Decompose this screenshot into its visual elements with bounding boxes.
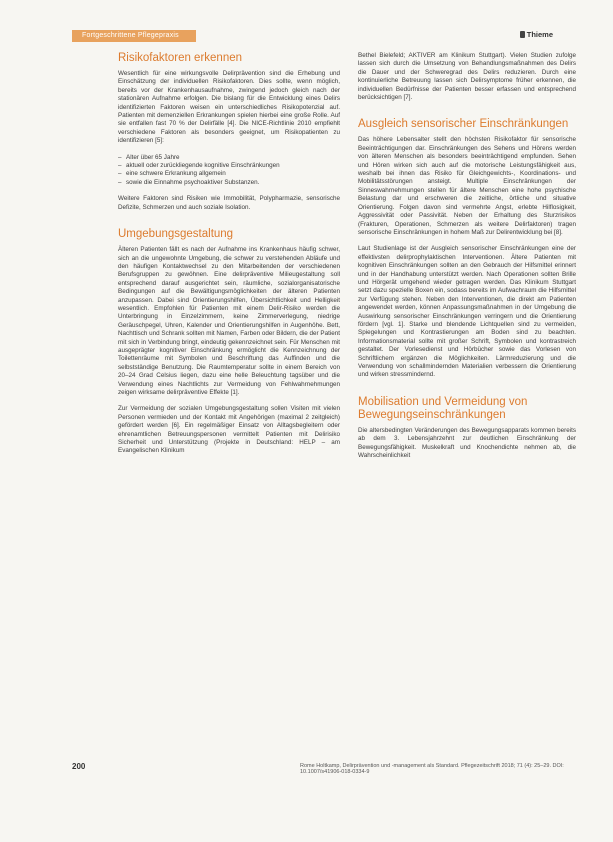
publisher-brand: [520, 30, 553, 39]
paragraph: Weitere Faktoren sind Risiken wie Immobilität, Polypharmazie, sensorische Defizite, Schmerzen und auch soziale Isolation.: [118, 195, 340, 211]
paragraph: Wesentlich für eine wirkungsvolle Delirprävention sind die Erhebung und Einschätzung der individuellen Risikofaktoren. Dies sollte, wenn möglich, bereits vor der Krankenhausaufnahme, zwingend jedoch gleich nach der stationären Aufnahme erfolgen. Die bislang für die Entwicklung eines Delirs identifizierten Faktoren weisen ein unterschiedliches Risikopotenzial auf. Patienten mit demenziellen Erkrankungen spielen hierbei eine große Rolle. Auf sie entfallen fast 70 % der Delirfälle [4]. Die NICE-Richtlinie 2010 empfiehlt verschiedene Faktoren als besonders geeignet, um Risikopatienten zu identifizieren [5]:: [118, 70, 340, 145]
heading-umgebungsgestaltung: Umgebungsgestaltung: [118, 228, 234, 241]
paragraph: Die altersbedingten Veränderungen des Bewegungsapparats kommen bereits ab dem 3. Lebensjahrzehnt zur deutlichen Einschränkung der Bewegungsfähigkeit. Muskelkraft und Knochendichte nehmen ab, die Wahrscheinlichkeit: [358, 426, 576, 460]
heading-mobilisation: Mobilisation und Vermeidung von Bewegungseinschränkungen: [358, 395, 528, 421]
right-column: [358, 52, 576, 468]
heading-risikofaktoren: Risikofaktoren erkennen: [118, 52, 243, 64]
heading-sensorische-einschraenkungen: Ausgleich sensorischer Einschränkungen: [358, 118, 569, 131]
section-tab: Fortgeschrittene Pflegepraxis: [72, 30, 196, 42]
paragraph: Laut Studienlage ist der Ausgleich sensorischer Einschränkungen eine der effektivsten delirprophylaktischen Interventionen. Ältere Patienten mit kognitiven Einschränkungen sollten an den Gebrauch der Hilfsmittel erinnert und in der Handhabung unterstützt werden. Nach Operationen sollten Brille und Hörgerät umgehend wieder getragen werden. Das Klinikum Stuttgart setzt dazu spezielle Boxen ein, sodass bereits im Aufwachraum die Hilfsmittel zur Verfügung stehen. Neben den Interventionen, die direkt am Patienten angewendet werden, können Anpassungsmaßnahmen in der Umgebung die Auswirkung sensorischer Einschränkungen verringern und die Orientierung fördern [vgl. 1]. Starke und blendende Lichtquellen sind zu vermeiden, Spiegelungen und Kontrastierungen am Boden sind zu beachten. Informationsmaterial sollte mit großer Schrift, Symbolen und kontrastreich gestaltet. Der Vorlesedienst und Hörbücher sowie das Vorlesen von Schriftlichem ergänzen die Möglichkeiten. Lärmreduzierung und die Verwendung von schallmindernden Materialien verbessern die Orientierung und wirken stressmindernd.: [358, 245, 576, 379]
paragraph: Älteren Patienten fällt es nach der Aufnahme ins Krankenhaus häufig schwer, sich an die ungewohnte Umgebung, die schwer zu verstehenden Abläufe und den häufigen Kontaktwechsel zu den Mitarbeitenden der verschiedenen Berufsgruppen zu gewöhnen. Eine delirpräventive Milieugestaltung soll entsprechend darauf ausgerichtet sein, räumliche, sozialorganisatorische Bedingungen auf die Bewältigungsmöglichkeiten der älteren Patienten anzupassen. Dabei sind Orientierungshilfen, Übersichtlichkeit und Helligkeit wesentlich. Empfohlen für Patienten mit einem Delir-Risiko werden die Unterbringung in Einzelzimmern, keine Zimmerverlegung, niedrige Geräuschpegel, Uhren, Kalender und Orientierungshilfen in Augenhöhe. Bett, Nachttisch und Schrank sollten mit Namen, Farben oder Bildern, die der Patient mit sich in Verbindung bringt, eindeutig gekennzeichnet sein. Für Menschen mit ausgeprägter kognitiver Einschränkung ermöglicht die Kennzeichnung der Toilettenräume mit Symbolen und Beschriftung das Auffinden und die selbstständige Benutzung. Die Raumtemperatur sollte in einem Bereich von 20–24 Grad Celsius liegen, dazu eine helle Beleuchtung tagsüber und die Verwendung eines Nachtlichts zur Vermeidung von Fehlwahrnehmungen zeigen wirksame delirpräventive Effekte [1].: [118, 246, 340, 396]
paragraph: Zur Vermeidung der sozialen Umgebungsgestaltung sollen Visiten mit vielen Personen vermieden und der Kontakt mit Angehörigen (maximal 2 zeitgleich) gefördert werden [6]. Ein regelmäßiger Einsatz von Alltagsbegleitern oder ehrenamtlichen Betreuungspersonen vermittelt Patienten mit Delirisiko Sicherheit und Unterstützung (Projekte in Deutschland: HELP – am Evangelischen Klinikum: [118, 405, 340, 455]
left-column: [118, 52, 340, 464]
list-item: – Alter über 65 Jahre: [118, 154, 340, 162]
paragraph: Bethel Bielefeld; AKTIVER am Klinikum Stuttgart). Vielen Studien zufolge lassen sich durch die Umsetzung von Behandlungsmaßnahmen des Delirs die Dauer und der Schweregrad des Delirs reduzieren. Durch eine kontinuierliche Betreuung lassen sich Delirsymptome früher erkennen, die individuellen Bedürfnisse der Patienten besser erfassen und entsprechend berücksichtigen [7].: [358, 52, 576, 102]
brand-icon: [520, 31, 525, 38]
list-item: – aktuell oder zurückliegende kognitive Einschränkungen: [118, 162, 340, 170]
brand-label: Thieme: [526, 30, 553, 39]
page-number: 200: [72, 762, 86, 771]
paragraph: Das höhere Lebensalter stellt den höchsten Risikofaktor für sensorische Beeinträchtigungen dar. Einschränkungen des Sehens und Hörens werden von älteren Menschen als besonders beeinträchtigend empfunden. Sehen und Hören wirken sich auch auf die motorische Leistungsfähigkeit aus, weshalb bei ihnen das Risiko für Gleichgewichts-, Koordinations- und Mobilitätsstörungen ansteigt. Multiple Einschränkungen der Sinneswahrnehmungen stellen für ältere Menschen eine hohe psychische Belastung dar und erschweren die zeitliche, örtliche und situative Orientierung. Folgen davon sind vermehrte Angst, erlebte Hilflosigkeit, Aggressivität oder Passivität. Neben der Erhaltung des Sturzrisikos (Frakturen, Operationen, Schmerzen als weitere Delirfaktoren) tragen sensorische Einschränkungen in hohem Maß zur Delirentwicklung bei [8].: [358, 136, 576, 236]
list-item: – eine schwere Erkrankung allgemein: [118, 170, 340, 178]
risk-factor-list: [118, 154, 340, 188]
footer-citation: Rome Holtkamp, Delirprävention und -management als Standard. Pflegezeitschrift 2018; 71 (4): 25–29. DOI: 10.1007/s41906-018-0334-9: [300, 763, 564, 775]
list-item: – sowie die Einnahme psychoaktiver Substanzen.: [118, 179, 340, 187]
